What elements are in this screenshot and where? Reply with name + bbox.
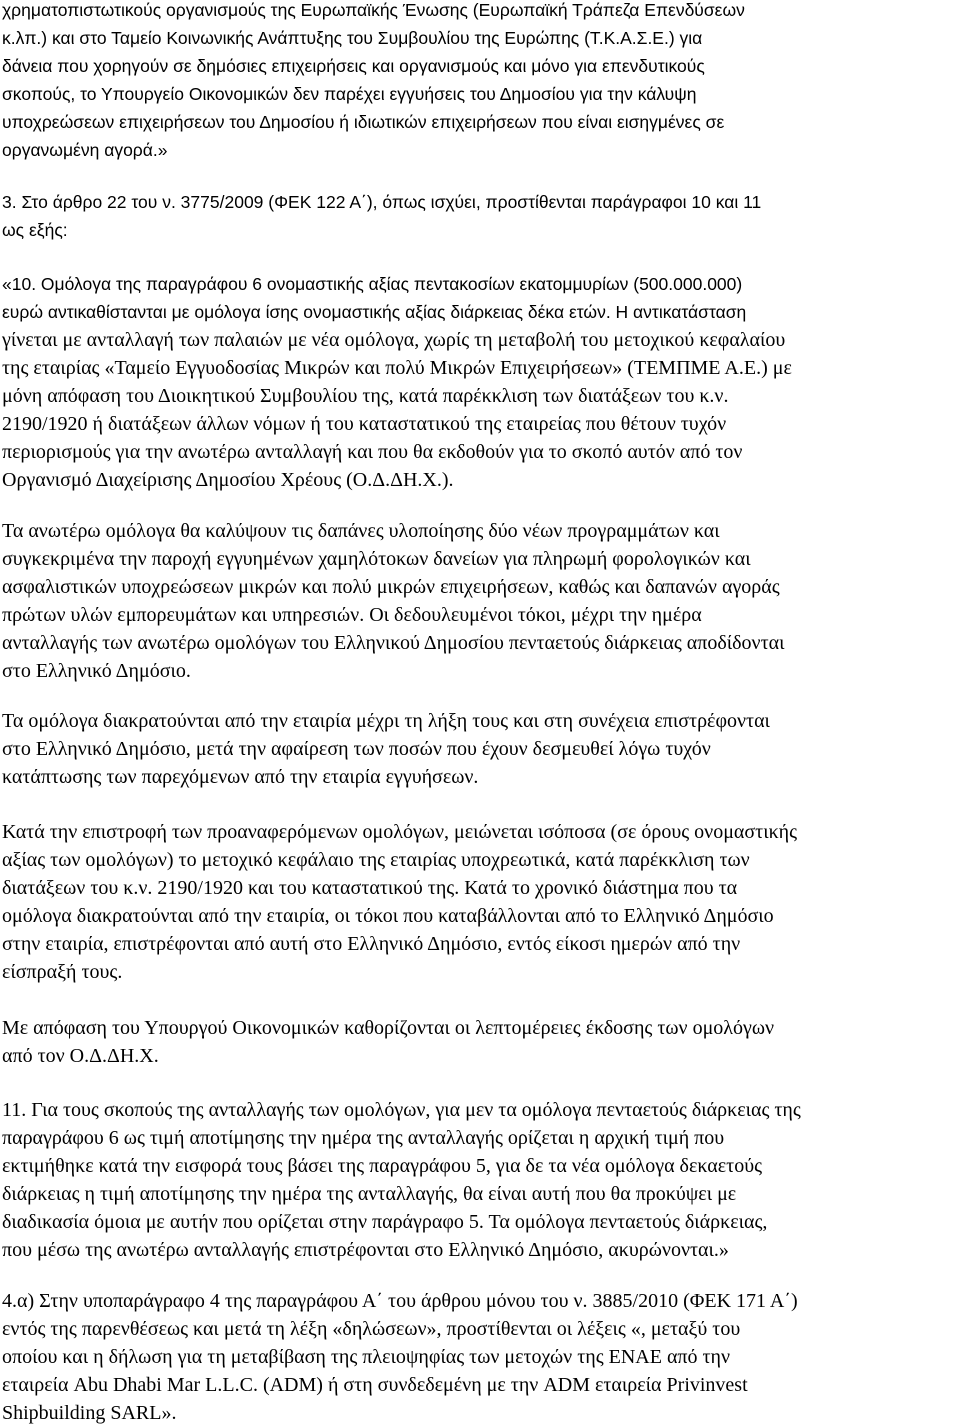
text-line: σκοπούς, το Υπουργείο Οικονομικών δεν παρέχει εγγυήσεις του Δημοσίου για την κάλυψη [2, 84, 697, 104]
text-line: της εταιρίας «Ταμείο Εγγυοδοσίας Μικρών και πολύ Μικρών Επιχειρήσεων» (ΤΕΜΠΜΕ Α.Ε.) με [2, 357, 792, 379]
text-line: μόνη απόφαση του Διοικητικού Συμβουλίου της, κατά παρέκκλιση των διατάξεων του κ.ν. [2, 385, 729, 407]
text-line: περιορισμούς για την ανωτέρω ανταλλαγή και που θα εκδοθούν για το σκοπό αυτόν από τον [2, 441, 743, 463]
text-line: στο Ελληνικό Δημόσιο. [2, 660, 191, 682]
text-line: διατάξεων του κ.ν. 2190/1920 και του καταστατικού της. Κατά το χρονικό διάστημα που τα [2, 877, 738, 899]
text-line: κ.λπ.) και στο Ταμείο Κοινωνικής Ανάπτυξης του Συμβουλίου της Ευρώπης (Τ.Κ.Α.Σ.Ε.) για [2, 28, 703, 48]
text-line: «10. Ομόλογα της παραγράφου 6 ονομαστικής αξίας πεντακοσίων εκατομμυρίων (500.000.000) [2, 274, 743, 294]
text-line: ασφαλιστικών υποχρεώσεων μικρών και πολύ μικρών επιχειρήσεων, καθώς και δαπανών αγοράς [2, 576, 780, 598]
text-line: από τον Ο.Δ.ΔΗ.Χ. [2, 1045, 159, 1067]
text-line: πρώτων υλών εμπορευμάτων και υπηρεσιών. Οι δεδουλευμένοι τόκοι, μέχρι την ημέρα [2, 604, 702, 626]
text-line: διάρκειας η τιμή αποτίμησης την ημέρα της ανταλλαγής, θα είναι αυτή που θα προκύψει με [2, 1183, 737, 1205]
retention-paragraph [0, 707, 960, 791]
text-line: Τα ανωτέρω ομόλογα θα καλύψουν τις δαπάνες υλοποίησης δύο νέων προγραμμάτων και [2, 520, 720, 542]
text-line: Shipbuilding SARL». [2, 1402, 177, 1424]
text-line: στην εταιρία, επιστρέφονται από αυτή στο Ελληνικό Δημόσιο, εντός είκοσι ημερών από την [2, 933, 741, 955]
text-line: Κατά την επιστροφή των προαναφερόμενων ομολόγων, μειώνεται ισόποσα (σε όρους ονομαστικής [2, 821, 798, 843]
text-line: 3. Στο άρθρο 22 του ν. 3775/2009 (ΦΕΚ 122 Α΄), όπως ισχύει, προστίθενται παράγραφοι 10 και 11 [2, 192, 762, 212]
article-3-paragraph [0, 188, 960, 244]
text-line: αξίας των ομολόγων) το μετοχικό κεφάλαιο της εταιρίας υποχρεωτικά, κατά παρέκκλιση των [2, 849, 750, 871]
text-line: 4.α) Στην υποπαράγραφο 4 της παραγράφου Α΄ του άρθρου μόνου του ν. 3885/2010 (ΦΕΚ 171 Α΄) [2, 1290, 798, 1312]
text-line: Οργανισμό Διαχείρισης Δημοσίου Χρέους (Ο.Δ.ΔΗ.Χ.). [2, 469, 454, 491]
paragraph-11 [0, 1096, 960, 1264]
paragraph-4a [0, 1287, 960, 1427]
text-line: Τα ομόλογα διακρατούνται από την εταιρία μέχρι τη λήξη τους και στη συνέχεια επιστρέφονται [2, 710, 770, 732]
text-line: 11. Για τους σκοπούς της ανταλλαγής των ομολόγων, για μεν τα ομόλογα πενταετούς διάρκειας της [2, 1099, 801, 1121]
text-line: ανταλλαγής των ανωτέρω ομολόγων του Ελληνικού Δημοσίου πενταετούς διάρκειας αποδίδονται [2, 632, 785, 654]
text-line: ευρώ αντικαθίστανται με ομόλογα ίσης ονομαστικής αξίας διάρκειας δέκα ετών. Η αντικατάσταση [2, 302, 747, 322]
paragraph-10 [0, 270, 960, 494]
text-line: γίνεται με ανταλλαγή των παλαιών με νέα ομόλογα, χωρίς τη μεταβολή του μετοχικού κεφαλαίου [2, 329, 786, 351]
return-paragraph [0, 818, 960, 986]
continued-paragraph [0, 0, 960, 164]
text-line: οργανωμένη αγορά.» [2, 140, 168, 160]
text-line: κατάπτωσης των παρεχόμενων από την εταιρία εγγυήσεων. [2, 766, 479, 788]
text-line: 2190/1920 ή διατάξεων άλλων νόμων ή του καταστατικού της εταιρείας που θέτουν τυχόν [2, 413, 727, 435]
text-line: χρηματοπιστωτικούς οργανισμούς της Ευρωπαϊκής Ένωσης (Ευρωπαϊκή Τράπεζα Επενδύσεων [2, 0, 745, 20]
text-line: υποχρεώσεων επιχειρήσεων του Δημοσίου ή ιδιωτικών επιχειρήσεων που είναι εισηγμένες σε [2, 112, 725, 132]
text-line: Με απόφαση του Υπουργού Οικονομικών καθορίζονται οι λεπτομέρειες έκδοσης των ομολόγων [2, 1017, 775, 1039]
text-line: ως εξής: [2, 220, 68, 240]
costs-paragraph [0, 517, 960, 685]
text-line: είσπραξή τους. [2, 961, 123, 983]
text-line: δάνεια που χορηγούν σε δημόσιες επιχειρήσεις και οργανισμούς και μόνο για επενδυτικούς [2, 56, 705, 76]
text-line: εντός της παρενθέσεως και μετά τη λέξη «δηλώσεων», προστίθενται οι λέξεις «, μεταξύ του [2, 1318, 741, 1340]
text-line: ομόλογα διακρατούνται από την εταιρία, οι τόκοι που καταβάλλονται από το Ελληνικό Δημόσιο [2, 905, 774, 927]
text-line: στο Ελληνικό Δημόσιο, μετά την αφαίρεση των ποσών που έχουν δεσμευθεί λόγω τυχόν [2, 738, 711, 760]
text-line: που μέσω της ανωτέρω ανταλλαγής επιστρέφονται στο Ελληνικό Δημόσιο, ακυρώνονται.» [2, 1239, 729, 1261]
decision-paragraph [0, 1014, 960, 1070]
text-line: συγκεκριμένα την παροχή εγγυημένων χαμηλότοκων δανείων για πληρωμή φορολογικών και [2, 548, 751, 570]
text-line: εκτιμήθηκε κατά την εισφορά τους βάσει της παραγράφου 5, για δε τα νέα ομόλογα δεκαετούς [2, 1155, 763, 1177]
text-line: διαδικασία όμοια με αυτήν που ορίζεται στην παράγραφο 5. Τα ομόλογα πενταετούς διάρκειας, [2, 1211, 768, 1233]
text-line: οποίου και η δήλωση για τη μεταβίβαση της πλειοψηφίας των μετοχών της ΕΝΑΕ από την [2, 1346, 731, 1368]
text-line: παραγράφου 6 ως τιμή αποτίμησης την ημέρα της ανταλλαγής ορίζεται η αρχική τιμή που [2, 1127, 725, 1149]
text-line: εταιρεία Abu Dhabi Mar L.L.C. (ADM) ή στη συνδεδεμένη με την ADM εταιρεία Privinvest [2, 1374, 748, 1396]
